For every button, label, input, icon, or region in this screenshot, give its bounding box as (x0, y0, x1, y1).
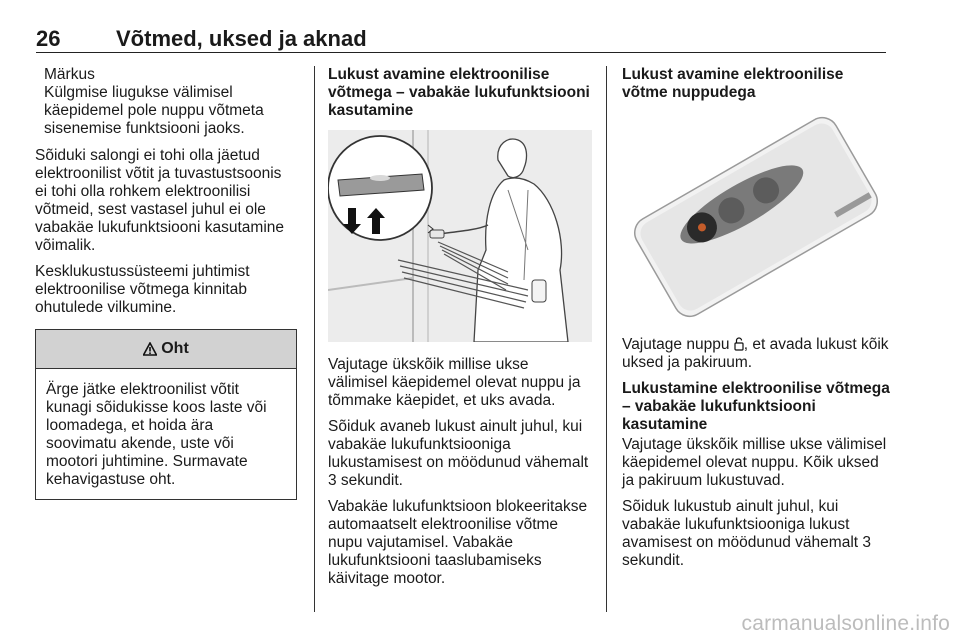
column-right (622, 66, 890, 578)
note-text: Külgmise liugukse välimisel käepidemel pole nuppu võtmeta sisenemise funktsiooni jaoks. (44, 84, 264, 137)
section-heading: Lukust avamine elektroonilise võtmega – vabakäe lukufunktsiooni kasutamine (328, 66, 590, 119)
warning-title: Oht (161, 340, 189, 357)
warning-header (36, 330, 296, 369)
note-block (44, 66, 297, 138)
warning-triangle-icon (143, 342, 157, 356)
column-divider (606, 66, 607, 612)
paragraph-unlock (622, 336, 890, 372)
paragraph: Vabakäe lukufunktsioon blokeeritakse automaatselt elektroonilise võtme nupu vajutamisel. Vabakäe lukufunktsiooni taaslubamiseks käivitage mootor. (328, 498, 588, 587)
section-heading: Lukustamine elektroonilise võtmega – vabakäe lukufunktsiooni kasutamine (622, 380, 890, 433)
door-handle-illustration (328, 130, 592, 342)
page-number: 26 (36, 26, 61, 51)
chapter-title: Võtmed, uksed ja aknad (116, 26, 367, 51)
paragraph: Kesklukustussüsteemi juhtimist elektroonilise võtmega kinnitab ohutulede vilkumine. (35, 263, 250, 316)
electronic-key-illustration (622, 112, 890, 322)
unlock-padlock-icon (734, 337, 744, 351)
paragraph-text: Vajutage nuppu (622, 336, 734, 353)
page-header (36, 26, 886, 53)
paragraph: Sõiduki salongi ei tohi olla jäetud elektroonilist võtit ja tuvastustsoonis ei tohi olla rohkem elektroonilisi võtmeid, sest vastasel juhul ei ole vabakäe lukufunktsiooni kasutamine võimalik. (35, 147, 285, 254)
keyless-entry-illustration (328, 130, 592, 342)
warning-box (35, 329, 297, 500)
paragraph: Vajutage ükskõik millise ukse välimisel käepidemel olevat nuppu. Kõik uksed ja pakiruum lukustuvad. (622, 436, 887, 489)
column-middle (328, 66, 592, 596)
column-left (35, 66, 297, 500)
section-heading: Lukust avamine elektroonilise võtme nuppudega (622, 66, 844, 101)
watermark: carmanualsonline.info (741, 612, 950, 635)
paragraph: Sõiduk avaneb lukust ainult juhul, kui vabakäe lukufunktsiooniga lukustamisest on möödunud vähemalt 3 sekundit. (328, 418, 589, 489)
paragraph: Sõiduk lukustub ainult juhul, kui vabakäe lukufunktsiooniga lukust avamisest on möödunud vähemalt 3 sekundit. (622, 498, 872, 569)
paragraph: Vajutage ükskõik millise ukse välimisel käepidemel olevat nuppu ja tõmmake käepidet, et uks avada. (328, 356, 581, 409)
paragraph-text: , et avada lukust kõik uksed ja pakiruum. (622, 336, 889, 371)
column-divider (314, 66, 315, 612)
key-card-illustration (622, 112, 890, 322)
warning-text: Ärge jätke elektroonilist võtit kunagi sõidukisse koos laste või loomadega, et hoida ära soovimatu akende, uste või mootori juhtimine. Surmavate kehavigastuse oht. (46, 381, 267, 488)
note-title: Märkus (44, 66, 95, 83)
